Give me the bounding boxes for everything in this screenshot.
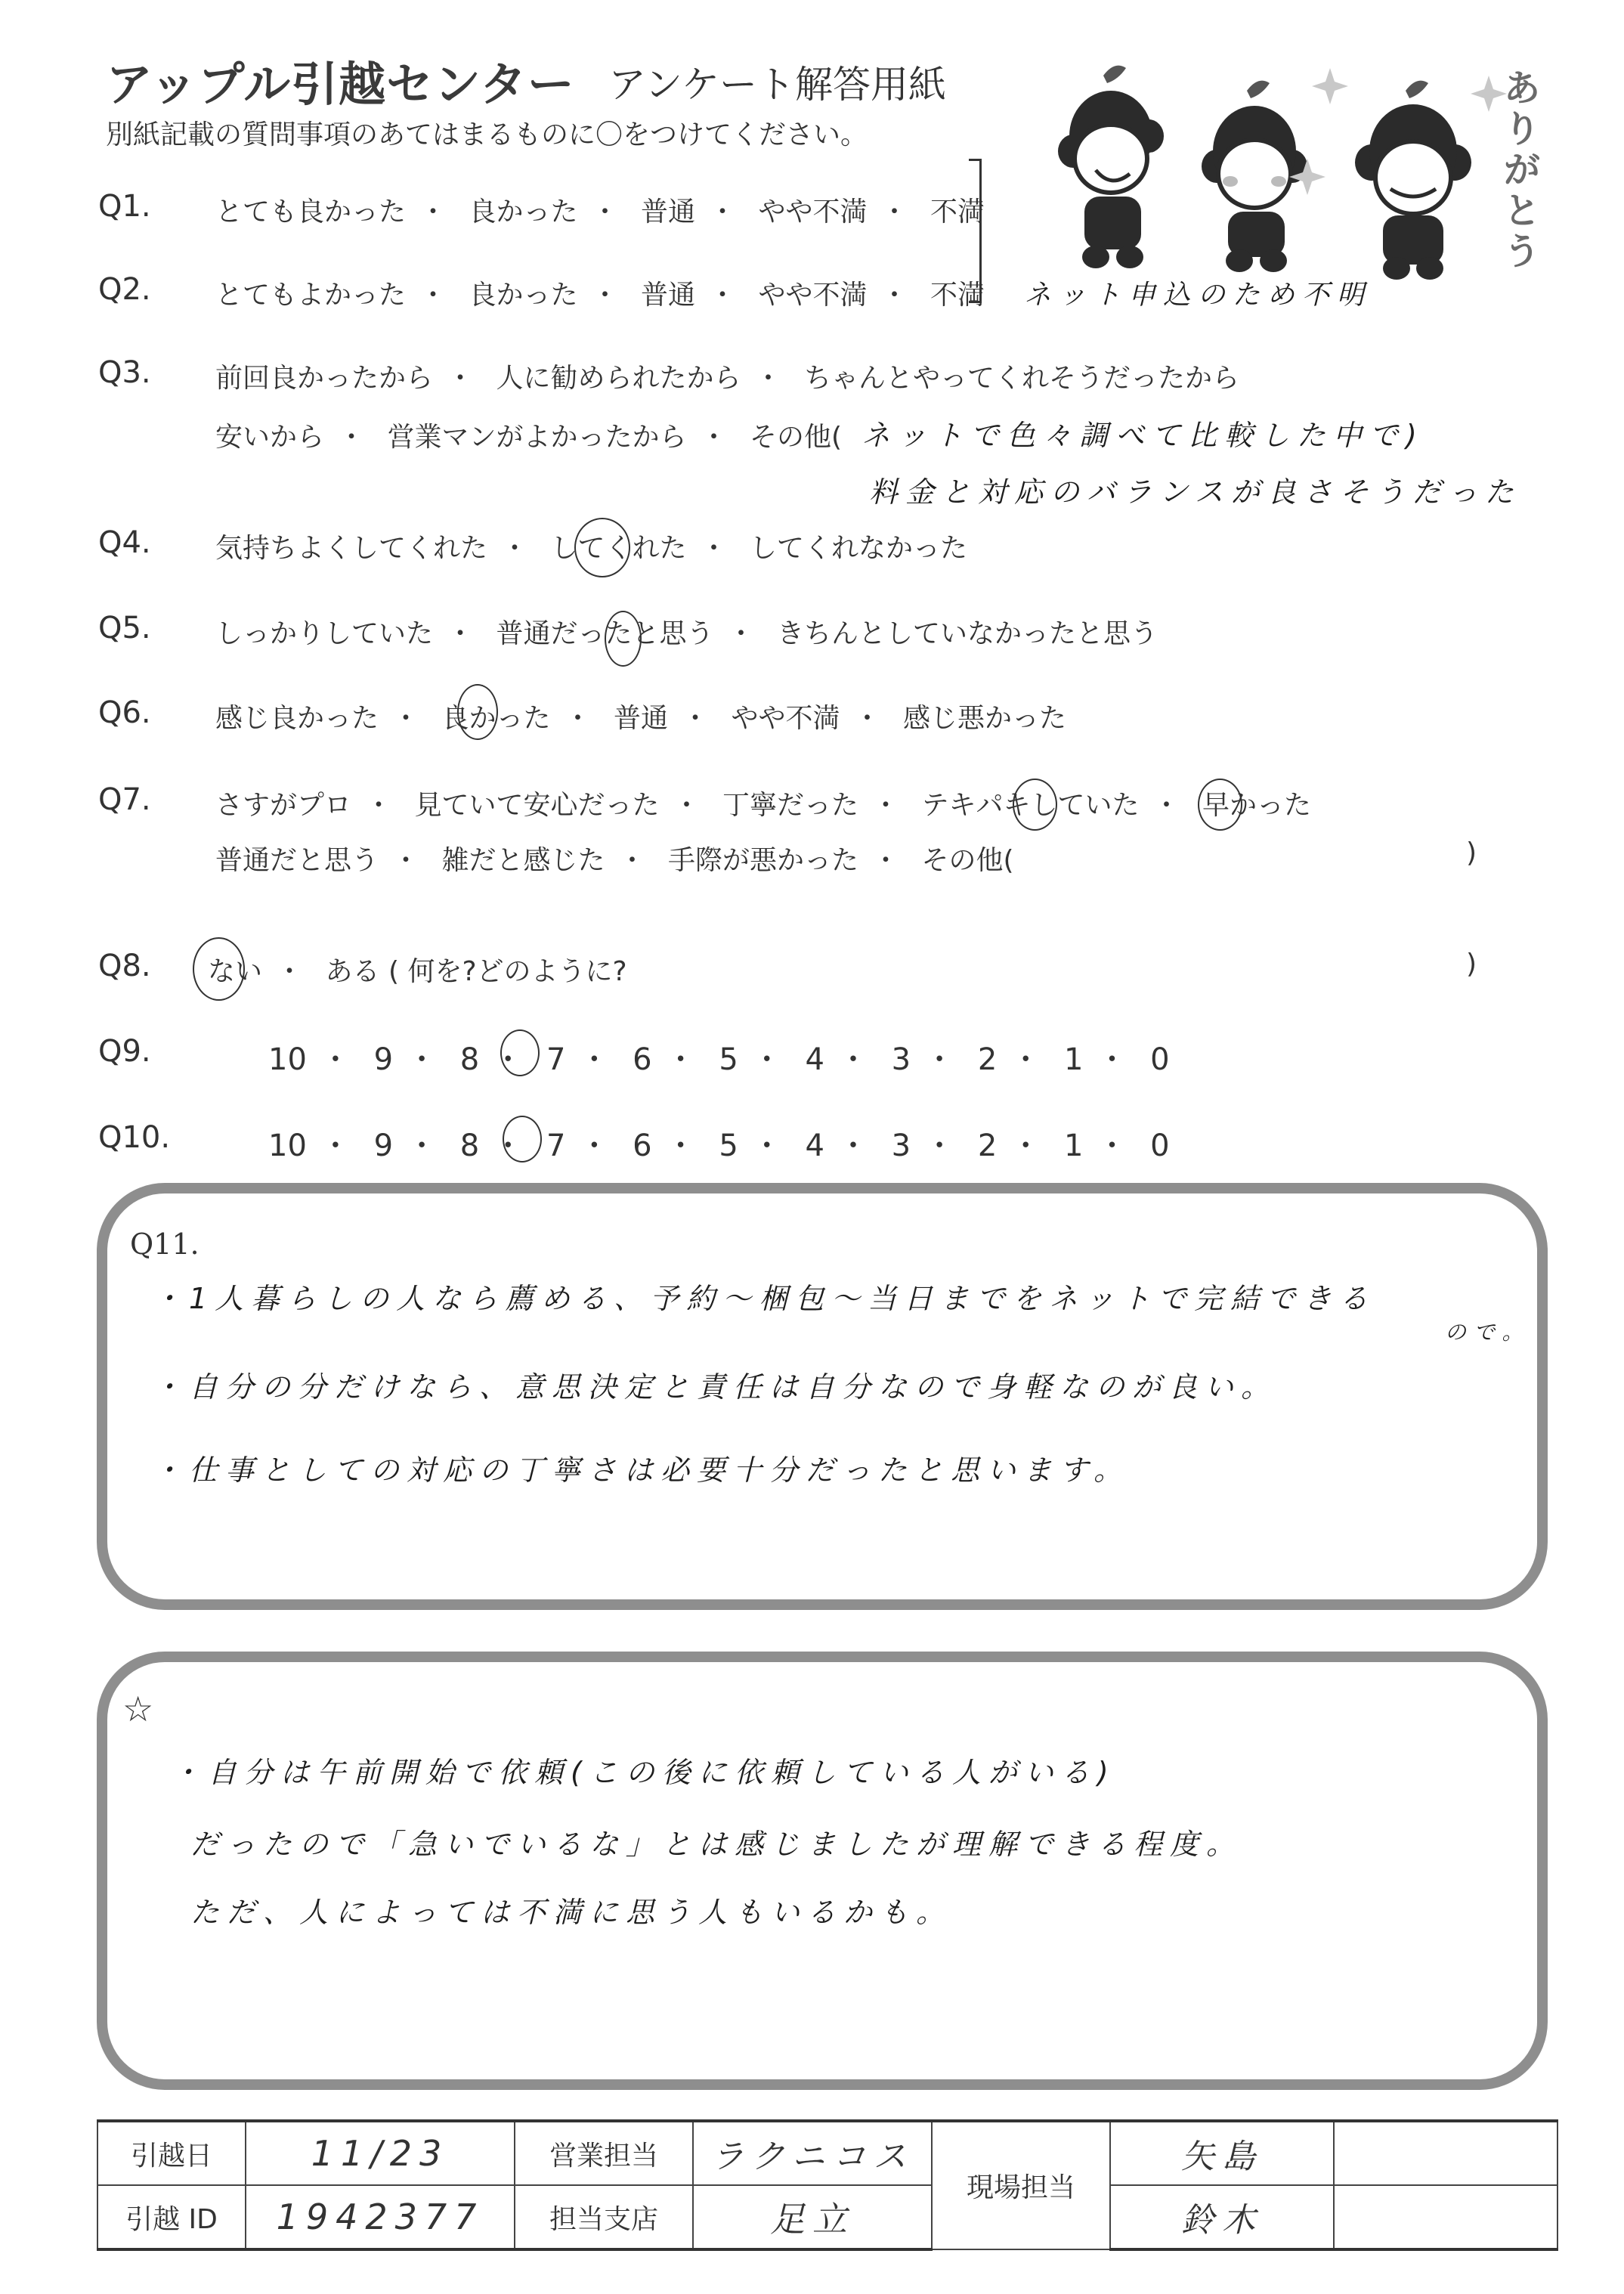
site-staff-value[interactable]: 鈴木	[1110, 2185, 1334, 2249]
q9-score[interactable]: 5	[719, 1042, 738, 1077]
q1-option[interactable]: 良かった	[469, 197, 578, 228]
q2-number: Q2.	[98, 272, 151, 307]
move-date-label: 引越日	[97, 2121, 246, 2185]
q7-options-line1: さすがプロ ・ 見ていて安心だった ・ 丁寧だった ・ テキパキしていた ・ 早かった	[215, 790, 1311, 821]
q6-option[interactable]: 感じ悪かった	[902, 703, 1066, 734]
q10-score[interactable]: 9	[373, 1128, 394, 1163]
monkey-icon-3	[1355, 81, 1471, 280]
q7-option-selected[interactable]: 早かった	[1202, 790, 1311, 821]
q3-option[interactable]: 人に勧められたから	[496, 363, 741, 394]
q9-score[interactable]: 1	[1064, 1042, 1084, 1077]
q4-option[interactable]: 気持ちよくしてくれた	[215, 533, 488, 564]
q9-scale: 10 ・ 9 ・ 8 ・ 7 ・ 6 ・ 5 ・ 4 ・ 3 ・ 2 ・ 1 ・ 0	[268, 1042, 1170, 1077]
q3-other-answer-line2: 料金と対応のバランスが良さそうだった	[869, 475, 1521, 509]
move-date-value[interactable]: 11/23	[246, 2121, 515, 2185]
q10-score[interactable]: 1	[1064, 1128, 1084, 1163]
monkey-icon-1	[1058, 66, 1164, 268]
q7-option[interactable]: 見ていて安心だった	[414, 790, 660, 821]
q10-score[interactable]: 0	[1150, 1128, 1170, 1163]
q9-score[interactable]: 4	[805, 1042, 824, 1077]
q5-options: しっかりしていた ・ 普通だったと思う ・ きちんとしていなかったと思う	[215, 618, 1158, 649]
q9-score-selected[interactable]: 7	[546, 1042, 566, 1077]
q2-options: とてもよかった ・ 良かった ・ 普通 ・ やや不満 ・ 不満	[215, 280, 985, 311]
q9-score[interactable]: 0	[1150, 1042, 1170, 1077]
site-staff-label: 現場担当	[932, 2121, 1110, 2249]
q1-q2-handwritten-note: ネット申込のため不明	[1024, 280, 1372, 311]
q1-q2-bracket	[969, 159, 982, 303]
move-id-label: 引越 ID	[97, 2185, 246, 2249]
q10-score[interactable]: 2	[977, 1128, 998, 1163]
q9-score[interactable]: 3	[891, 1042, 911, 1077]
q3-options-line2: 安いから ・ 営業マンがよかったから ・ その他(	[215, 422, 843, 453]
q10-score-selected[interactable]: 7	[546, 1128, 566, 1163]
q2-option[interactable]: 良かった	[469, 280, 578, 311]
q5-option[interactable]: しっかりしていた	[215, 618, 434, 649]
star-icon: ☆	[122, 1689, 154, 1729]
q2-option[interactable]: やや不満	[758, 280, 868, 311]
q2-option[interactable]: 不満	[930, 280, 985, 311]
q8-detail-prompt: ( 何を?どのように?	[388, 956, 627, 987]
q6-option-selected[interactable]: 良かった	[441, 703, 551, 734]
instruction-text: 別紙記載の質問事項のあてはまるものに〇をつけてください。	[106, 119, 868, 150]
q6-number: Q6.	[98, 695, 151, 730]
q11-label: Q11.	[130, 1227, 200, 1261]
q5-option[interactable]: きちんとしていなかったと思う	[776, 618, 1158, 649]
q3-other-answer-line1: ネットで色々調べて比較した中で)	[861, 419, 1424, 452]
q3-option[interactable]: 前回良かったから	[215, 363, 434, 394]
q1-option[interactable]: やや不満	[758, 197, 868, 228]
q2-option[interactable]: とてもよかった	[215, 280, 407, 311]
q8-option-selected[interactable]: ない	[208, 956, 263, 987]
q6-option[interactable]: やや不満	[731, 703, 840, 734]
q7-option-selected[interactable]: テキパキしていた	[921, 790, 1140, 821]
q9-score[interactable]: 9	[373, 1042, 394, 1077]
q5-selection-circle	[605, 611, 642, 667]
mascot-monkeys-illustration	[1043, 53, 1511, 280]
q7-number: Q7.	[98, 782, 151, 817]
q1-option[interactable]: 普通	[640, 197, 695, 228]
q7-option[interactable]: 普通だと思う	[215, 845, 379, 876]
q1-number: Q1.	[98, 189, 151, 224]
site-staff-value[interactable]: 矢島	[1110, 2121, 1334, 2185]
q10-scale: 10 ・ 9 ・ 8 ・ 7 ・ 6 ・ 5 ・ 4 ・ 3 ・ 2 ・ 1 ・ 0	[268, 1128, 1170, 1163]
q11-comment-line: ・仕事としての対応の丁寧さは必要十分だったと思います。	[153, 1453, 1130, 1487]
sales-rep-value[interactable]: ラクニコス	[693, 2121, 932, 2185]
q8-number: Q8.	[98, 949, 151, 983]
q9-score[interactable]: 10	[268, 1042, 307, 1077]
additional-comment-line: ただ、人によっては不満に思う人もいるかも。	[190, 1896, 953, 1929]
q10-number: Q10.	[98, 1120, 171, 1155]
q7-selection-circle	[1198, 779, 1242, 831]
company-name: アップル引越センター	[106, 57, 575, 112]
branch-value[interactable]: 足立	[693, 2185, 932, 2249]
q1-option[interactable]: 不満	[930, 197, 985, 228]
q3-number: Q3.	[98, 355, 151, 390]
additional-comment-line: だったので「急いでいるな」とは感じましたが理解できる程度。	[190, 1828, 1243, 1861]
site-staff-empty-cell[interactable]	[1334, 2121, 1557, 2185]
q2-option[interactable]: 普通	[640, 280, 695, 311]
q7-option-other[interactable]: その他(	[921, 845, 1014, 876]
q4-options: 気持ちよくしてくれた ・ してくれた ・ してくれなかった	[215, 533, 967, 564]
q8-close-paren: )	[1466, 949, 1477, 980]
q5-number: Q5.	[98, 611, 151, 645]
site-staff-empty-cell[interactable]	[1334, 2185, 1557, 2249]
q9-score[interactable]: 8	[459, 1042, 480, 1077]
q7-option[interactable]: 丁寧だった	[722, 790, 858, 821]
q10-score[interactable]: 8	[459, 1128, 480, 1163]
q11-comment-line: ・1人暮らしの人なら薦める、予約～梱包～当日までをネットで完結できる	[153, 1282, 1376, 1315]
q3-options-line1: 前回良かったから ・ 人に勧められたから ・ ちゃんとやってくれそうだったから	[215, 363, 1239, 394]
q4-option-selected[interactable]: してくれた	[550, 533, 687, 564]
q10-score[interactable]: 5	[719, 1128, 738, 1163]
q11-comment-line: ので。	[1445, 1320, 1531, 1345]
q11-comment-line: ・自分の分だけなら、意思決定と責任は自分なので身軽なのが良い。	[153, 1370, 1278, 1404]
q10-selection-circle	[503, 1116, 542, 1162]
q6-selection-circle	[457, 684, 498, 740]
q9-score[interactable]: 6	[633, 1042, 652, 1077]
q9-selection-circle	[500, 1029, 540, 1076]
q7-option[interactable]: さすがプロ	[215, 790, 352, 821]
additional-comment-box[interactable]	[97, 1652, 1548, 2090]
q10-score[interactable]: 4	[805, 1128, 824, 1163]
q1-option[interactable]: とても良かった	[215, 197, 407, 228]
q4-number: Q4.	[98, 525, 151, 560]
branch-label: 担当支店	[515, 2185, 693, 2249]
q3-option[interactable]: 安いから	[215, 422, 325, 453]
q3-option-other[interactable]: その他(	[749, 422, 843, 453]
move-info-table	[97, 2119, 1558, 2251]
q7-selection-circle	[1013, 779, 1057, 831]
q6-option[interactable]: 普通	[613, 703, 668, 734]
q10-score[interactable]: 3	[891, 1128, 911, 1163]
q7-option[interactable]: 雑だと感じた	[441, 845, 605, 876]
q11-comment-box[interactable]	[97, 1183, 1548, 1610]
q7-close-paren: )	[1466, 837, 1477, 868]
q5-option-selected[interactable]: 普通だったと思う	[496, 618, 714, 649]
q6-option[interactable]: 感じ良かった	[215, 703, 379, 734]
q8-selection-circle	[193, 937, 245, 1001]
mascot-caption: ありがとう	[1504, 67, 1541, 273]
q8-option[interactable]: ある	[325, 956, 380, 987]
q6-options: 感じ良かった ・ 良かった ・ 普通 ・ やや不満 ・ 感じ悪かった	[215, 703, 1066, 734]
q9-score[interactable]: 2	[977, 1042, 998, 1077]
q1-options: とても良かった ・ 良かった ・ 普通 ・ やや不満 ・ 不満	[215, 197, 985, 228]
q8-options: ない ・ ある ( 何を?どのように?	[208, 956, 627, 987]
move-id-value[interactable]: 1942377	[246, 2185, 515, 2249]
q10-score[interactable]: 6	[633, 1128, 652, 1163]
additional-comment-line: ・自分は午前開始で依頼(この後に依頼している人がいる)	[172, 1756, 1116, 1789]
q10-score[interactable]: 10	[268, 1128, 307, 1163]
sales-rep-label: 営業担当	[515, 2121, 693, 2185]
q3-option[interactable]: ちゃんとやってくれそうだったから	[803, 363, 1239, 394]
q4-option[interactable]: してくれなかった	[749, 533, 967, 564]
q7-options-line2: 普通だと思う ・ 雑だと感じた ・ 手際が悪かった ・ その他(	[215, 845, 1014, 876]
q7-option[interactable]: 手際が悪かった	[667, 845, 858, 876]
q3-option[interactable]: 営業マンがよかったから	[387, 422, 687, 453]
q9-number: Q9.	[98, 1034, 151, 1069]
q4-selection-circle	[574, 518, 630, 577]
form-title: アンケート解答用紙	[608, 63, 946, 107]
